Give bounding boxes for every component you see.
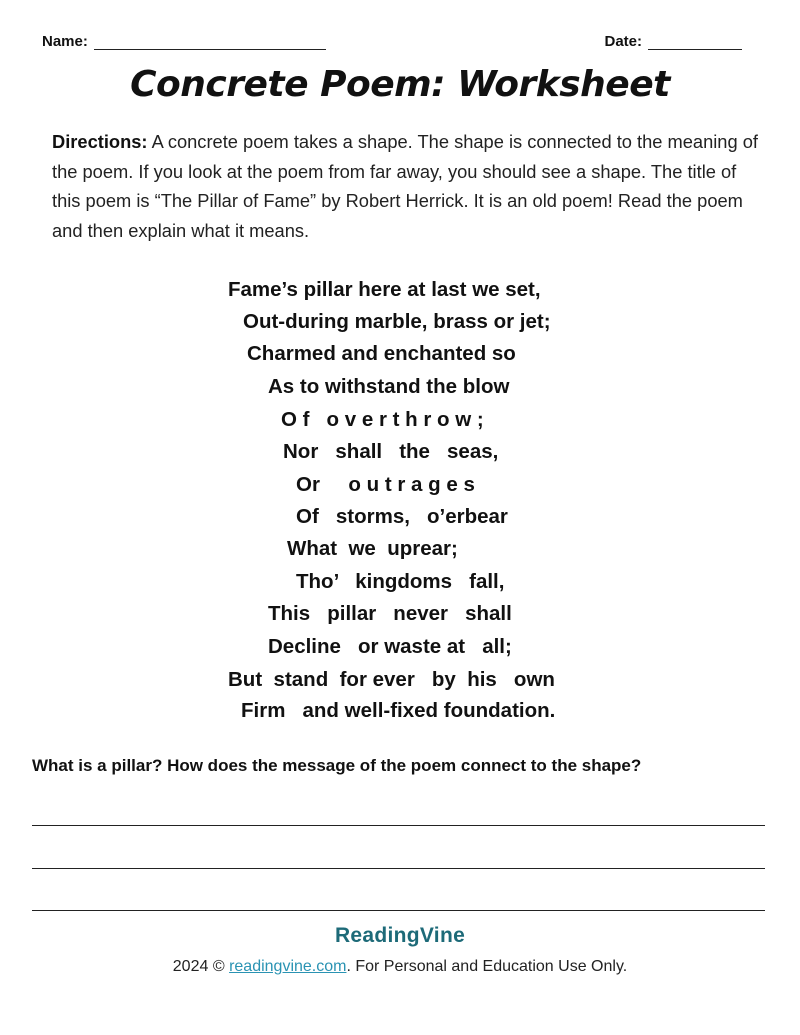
header-row xyxy=(42,33,742,53)
poem-line: Or o u t r a g e s xyxy=(296,473,475,496)
answer-line-2[interactable] xyxy=(32,868,765,869)
poem-line: Decline or waste at all; xyxy=(268,635,512,658)
directions-paragraph xyxy=(52,127,768,245)
answer-line-1[interactable] xyxy=(32,825,765,826)
date-field xyxy=(604,33,742,50)
poem-line: As to withstand the blow xyxy=(268,375,510,398)
poem-line: Firm and well-fixed foundation. xyxy=(241,699,556,722)
directions-lead: Directions: xyxy=(52,131,148,152)
poem-line: Fame’s pillar here at last we set, xyxy=(228,278,541,301)
question-text: What is a pillar? How does the message of the poem connect to the shape? xyxy=(32,756,642,775)
page-title: Concrete Poem: Worksheet xyxy=(130,64,670,105)
footer-link[interactable]: readingvine.com xyxy=(229,958,347,975)
brand-logo: ReadingVine xyxy=(334,924,466,947)
name-label: Name: xyxy=(42,33,88,50)
footer-prefix: 2024 © xyxy=(172,958,230,975)
poem-line: But stand for ever by his own xyxy=(228,668,555,691)
date-label: Date: xyxy=(604,33,642,50)
poem-line: Charmed and enchanted so xyxy=(247,342,516,365)
date-blank-line[interactable] xyxy=(648,35,742,50)
poem-line: Of storms, o’erbear xyxy=(296,505,508,528)
answer-line-3[interactable] xyxy=(32,910,765,911)
poem-line: Tho’ kingdoms fall, xyxy=(296,570,505,593)
footer xyxy=(0,958,800,976)
poem-line: Nor shall the seas, xyxy=(283,440,499,463)
poem-line: O f o v e r t h r o w ; xyxy=(281,408,484,431)
poem-line: What we uprear; xyxy=(287,537,458,560)
footer-suffix: . For Personal and Education Use Only. xyxy=(346,958,628,975)
name-blank-line[interactable] xyxy=(94,35,326,50)
poem-line: This pillar never shall xyxy=(268,602,512,625)
directions-text: A concrete poem takes a shape. The shape is connected to the meaning of the poem. If you look at the poem from far away, you should see a shape. The title of this poem is “The Pillar of Fame” by Robert Herrick. It is an old poem! Read the poem and then explain what it means. xyxy=(52,131,758,241)
name-field xyxy=(42,33,326,50)
poem-line: Out-during marble, brass or jet; xyxy=(243,310,551,333)
